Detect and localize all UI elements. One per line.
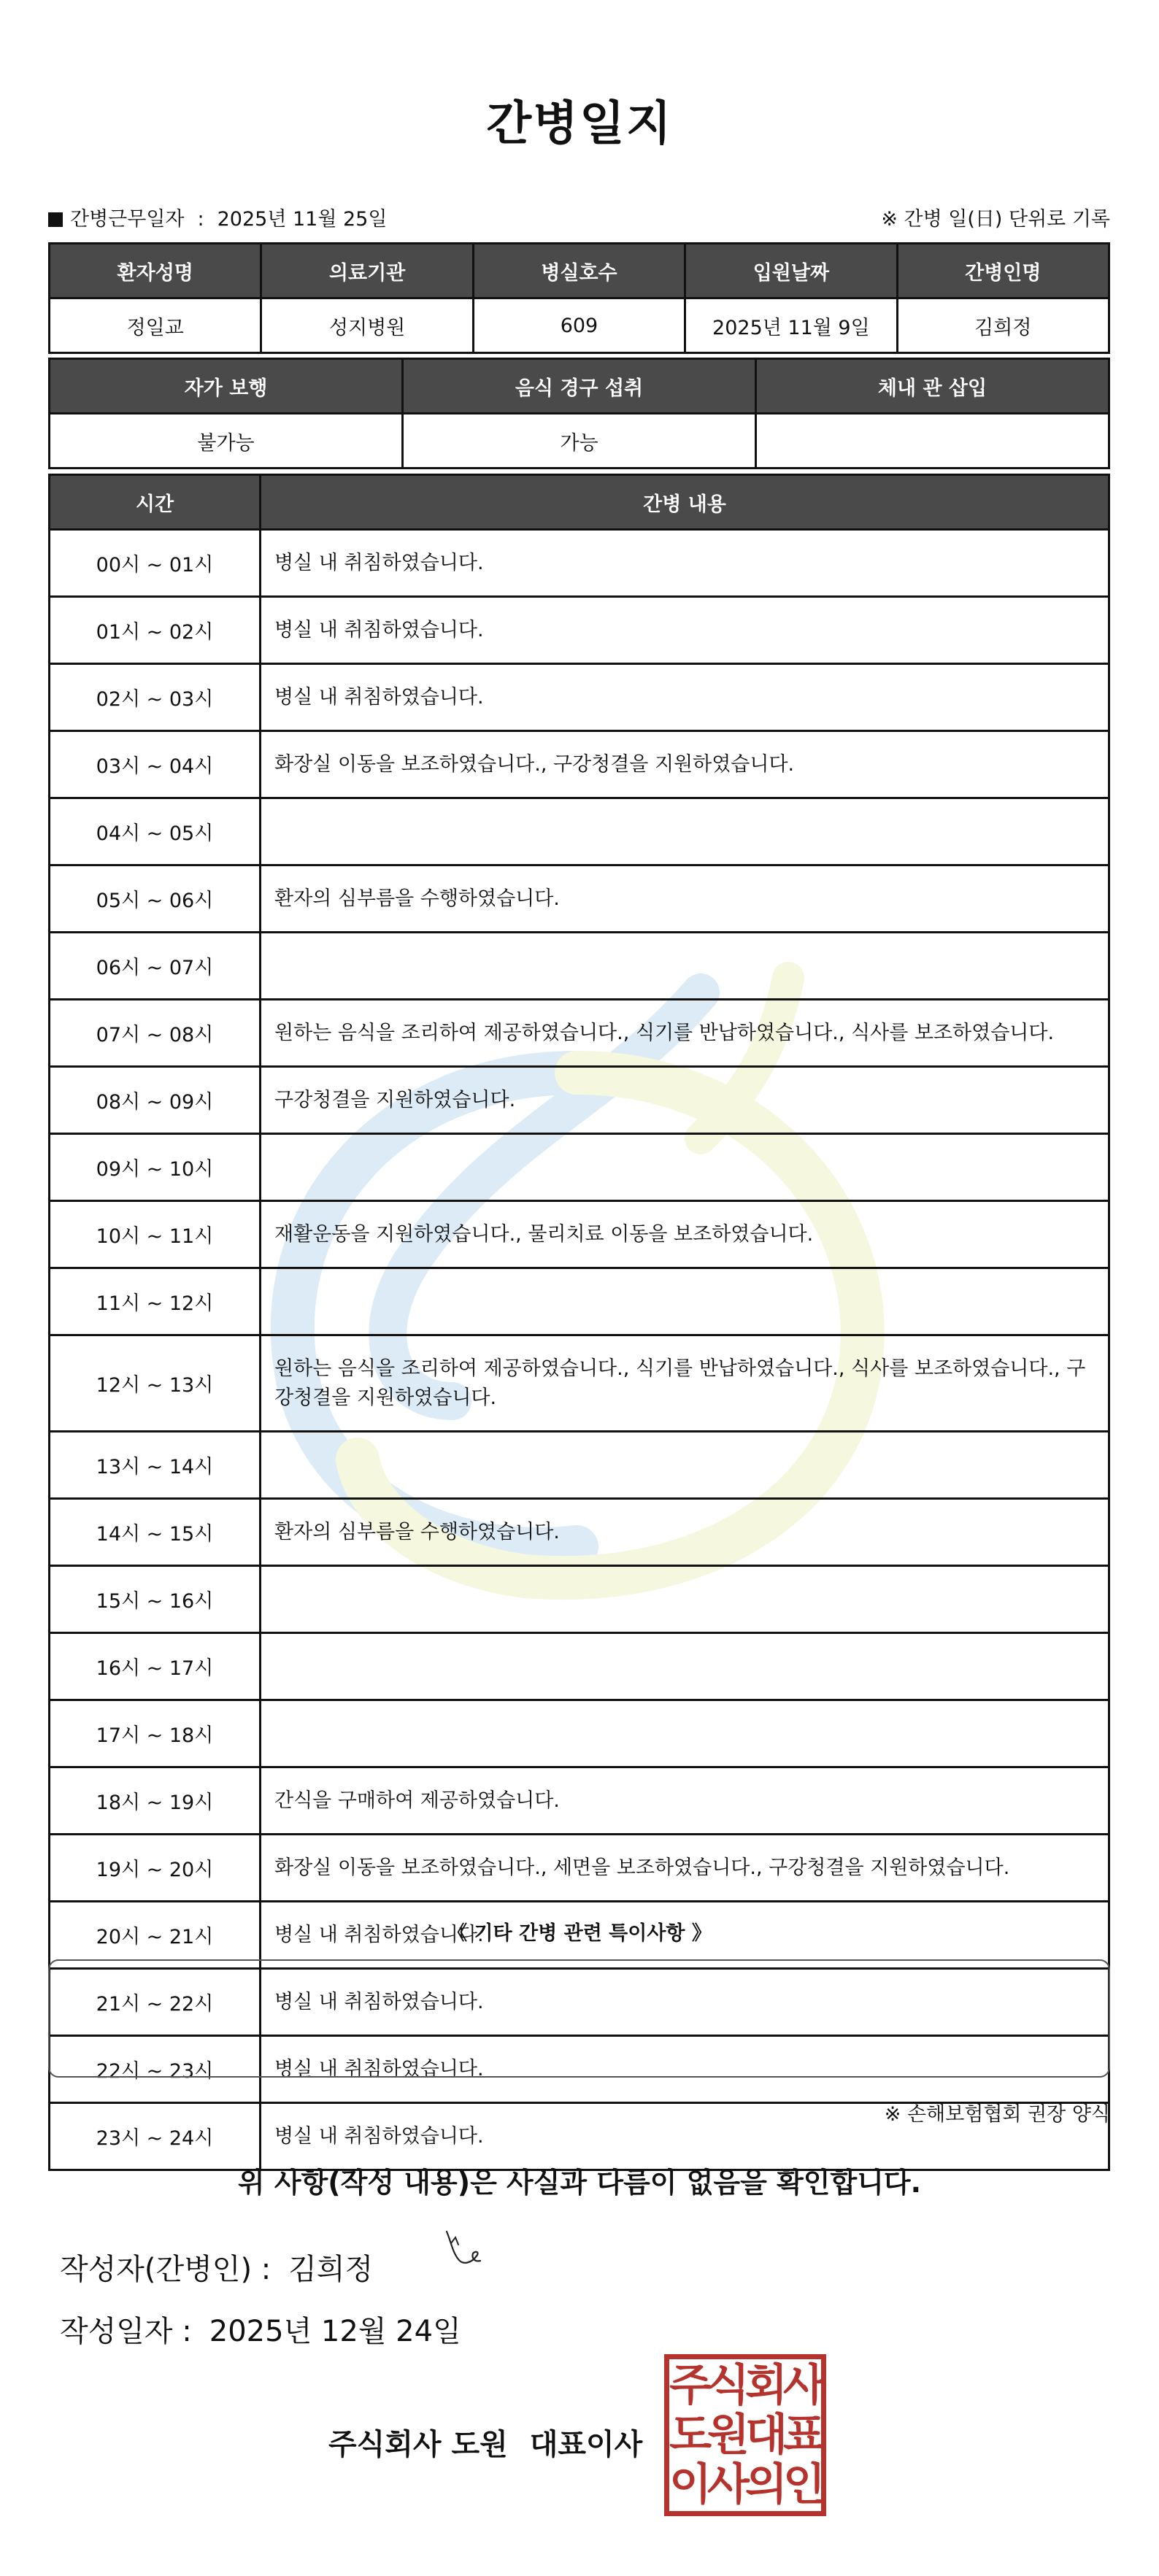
- table-row: [50, 1700, 1109, 1767]
- table-row: [50, 798, 1109, 865]
- table-header-row: [50, 244, 1109, 298]
- log-time: 13시 ~ 14시: [50, 1432, 261, 1499]
- header-hospital: 의료기관: [261, 244, 473, 298]
- log-time: 03시 ~ 04시: [50, 731, 261, 798]
- log-time: 21시 ~ 22시: [50, 1969, 261, 2036]
- oral-intake-value: 가능: [403, 414, 756, 468]
- log-time: 12시 ~ 13시: [50, 1335, 261, 1432]
- care-date-separator: :: [197, 208, 204, 231]
- document-title: 간병일지: [486, 97, 673, 151]
- log-time: 04시 ~ 05시: [50, 798, 261, 865]
- table-row: [50, 597, 1109, 664]
- header-tube-insertion: 체내 관 삽입: [756, 359, 1109, 414]
- log-content: [261, 798, 1109, 865]
- company-name: 주식회사 도원: [328, 2428, 508, 2461]
- log-time: 17시 ~ 18시: [50, 1700, 261, 1767]
- table-row: [50, 298, 1109, 353]
- form-source-note: ※ 손해보험협회 권장 양식: [884, 2103, 1110, 2126]
- log-time: 10시 ~ 11시: [50, 1201, 261, 1268]
- seal-line: 도원대표: [669, 2410, 821, 2461]
- table-row: [50, 1767, 1109, 1835]
- log-content: 간식을 구매하여 제공하였습니다.: [261, 1767, 1109, 1835]
- log-time: 01시 ~ 02시: [50, 597, 261, 664]
- log-time: 00시 ~ 01시: [50, 530, 261, 597]
- table-row: [50, 1499, 1109, 1566]
- header-room-number: 병실호수: [473, 244, 685, 298]
- log-content: [261, 1566, 1109, 1633]
- caregiver-name: 김희정: [897, 298, 1109, 353]
- log-content: 병실 내 취침하였습니다.: [261, 530, 1109, 597]
- table-row: [50, 1335, 1109, 1432]
- log-time: 02시 ~ 03시: [50, 664, 261, 731]
- patient-info-table: [48, 242, 1110, 354]
- log-time: 18시 ~ 19시: [50, 1767, 261, 1835]
- log-content: 화장실 이동을 보조하였습니다., 세면을 보조하였습니다., 구강청결을 지원하였습니다.: [261, 1835, 1109, 1902]
- log-time: 08시 ~ 09시: [50, 1067, 261, 1134]
- log-time: 22시 ~ 23시: [50, 2036, 261, 2103]
- table-row: [50, 1566, 1109, 1633]
- log-time: 16시 ~ 17시: [50, 1633, 261, 1700]
- table-row: [50, 1201, 1109, 1268]
- log-content: 재활운동을 지원하였습니다., 물리치료 이동을 보조하였습니다.: [261, 1201, 1109, 1268]
- writer-label: 작성자(간병인) :: [60, 2253, 272, 2286]
- log-content: 환자의 심부름을 수행하였습니다.: [261, 1499, 1109, 1566]
- log-content: [261, 1268, 1109, 1335]
- table-row: [50, 1067, 1109, 1134]
- log-content: 병실 내 취침하였습니다.: [261, 1902, 1109, 1969]
- log-time: 15시 ~ 16시: [50, 1566, 261, 1633]
- patient-status-table: [48, 358, 1110, 469]
- room-number: 609: [473, 298, 685, 353]
- table-header-row: [50, 475, 1109, 530]
- seal-line: 주식회사: [669, 2360, 821, 2411]
- log-content: 환자의 심부름을 수행하였습니다.: [261, 865, 1109, 933]
- log-time: 06시 ~ 07시: [50, 933, 261, 1000]
- log-time: 23시 ~ 24시: [50, 2103, 261, 2170]
- company-line: [328, 2421, 642, 2463]
- log-time: 20시 ~ 21시: [50, 1902, 261, 1969]
- hospital: 성지병원: [261, 298, 473, 353]
- table-row: [50, 1134, 1109, 1201]
- log-content: 병실 내 취침하였습니다.: [261, 2036, 1109, 2103]
- table-row: [50, 1432, 1109, 1499]
- log-content: [261, 1134, 1109, 1201]
- log-time: 14시 ~ 15시: [50, 1499, 261, 1566]
- written-date-line: [60, 2308, 461, 2350]
- patient-name: 정일교: [50, 298, 261, 353]
- written-date-label: 작성일자 :: [60, 2315, 192, 2348]
- log-content: 원하는 음식을 조리하여 제공하였습니다., 식기를 반납하였습니다., 식사를 보조하였습니다., 구강청결을 지원하였습니다.: [261, 1335, 1109, 1432]
- square-bullet-icon: [48, 212, 63, 227]
- log-time: 05시 ~ 06시: [50, 865, 261, 933]
- table-row: [50, 664, 1109, 731]
- writer-name: 김희정: [288, 2253, 374, 2286]
- log-content: [261, 1700, 1109, 1767]
- log-time: 09시 ~ 10시: [50, 1134, 261, 1201]
- log-content: 병실 내 취침하였습니다.: [261, 597, 1109, 664]
- header-admission-date: 입원날짜: [685, 244, 897, 298]
- self-walking-value: 불가능: [50, 414, 403, 468]
- table-row: [50, 933, 1109, 1000]
- log-content: 병실 내 취침하였습니다.: [261, 1969, 1109, 2036]
- seal-line: 이사의인: [669, 2459, 821, 2510]
- company-seal-stamp: [664, 2354, 826, 2516]
- table-row: [50, 1835, 1109, 1902]
- care-date-value: 2025년 11월 25일: [217, 208, 388, 231]
- confirmation-statement: 위 사항(작성 내용)은 사실과 다름이 없음을 확인합니다.: [237, 2167, 922, 2199]
- tube-insertion-value: [756, 414, 1109, 468]
- special-notes-box: [48, 1959, 1110, 2078]
- table-row: [50, 1000, 1109, 1067]
- log-content: [261, 933, 1109, 1000]
- table-row: [50, 1633, 1109, 1700]
- log-time: 19시 ~ 20시: [50, 1835, 261, 1902]
- table-row: [50, 865, 1109, 933]
- header-self-walking: 자가 보행: [50, 359, 403, 414]
- care-date-label: 간병근무일자: [70, 208, 185, 231]
- table-row: [50, 1268, 1109, 1335]
- writer-line: [60, 2246, 373, 2288]
- table-header-row: [50, 359, 1109, 414]
- log-content: 구강청결을 지원하였습니다.: [261, 1067, 1109, 1134]
- header-time: 시간: [50, 475, 261, 530]
- header-care-content: 간병 내용: [261, 475, 1109, 530]
- header-patient-name: 환자성명: [50, 244, 261, 298]
- log-content: 병실 내 취침하였습니다.: [261, 664, 1109, 731]
- log-time: 07시 ~ 08시: [50, 1000, 261, 1067]
- log-content: 원하는 음식을 조리하여 제공하였습니다., 식기를 반납하였습니다., 식사를 보조하였습니다.: [261, 1000, 1109, 1067]
- admission-date: 2025년 11월 9일: [685, 298, 897, 353]
- header-caregiver-name: 간병인명: [897, 244, 1109, 298]
- signature-mark: [442, 2227, 493, 2271]
- log-content: [261, 1432, 1109, 1499]
- log-time: 11시 ~ 12시: [50, 1268, 261, 1335]
- log-content: 화장실 이동을 보조하였습니다., 구강청결을 지원하였습니다.: [261, 731, 1109, 798]
- record-unit-note: ※ 간병 일(日) 단위로 기록: [881, 208, 1110, 231]
- company-representative: 대표이사: [529, 2428, 643, 2461]
- written-date-value: 2025년 12월 24일: [209, 2315, 461, 2348]
- table-row: [50, 414, 1109, 468]
- log-content: 병실 내 취침하였습니다.: [261, 2103, 1109, 2170]
- header-oral-intake: 음식 경구 섭취: [403, 359, 756, 414]
- table-row: [50, 731, 1109, 798]
- care-date: [48, 203, 387, 231]
- table-row: [50, 530, 1109, 597]
- special-notes-title: 《 기타 간병 관련 특이사항 》: [447, 1922, 712, 1945]
- meta-row: [48, 198, 1110, 231]
- log-content: [261, 1633, 1109, 1700]
